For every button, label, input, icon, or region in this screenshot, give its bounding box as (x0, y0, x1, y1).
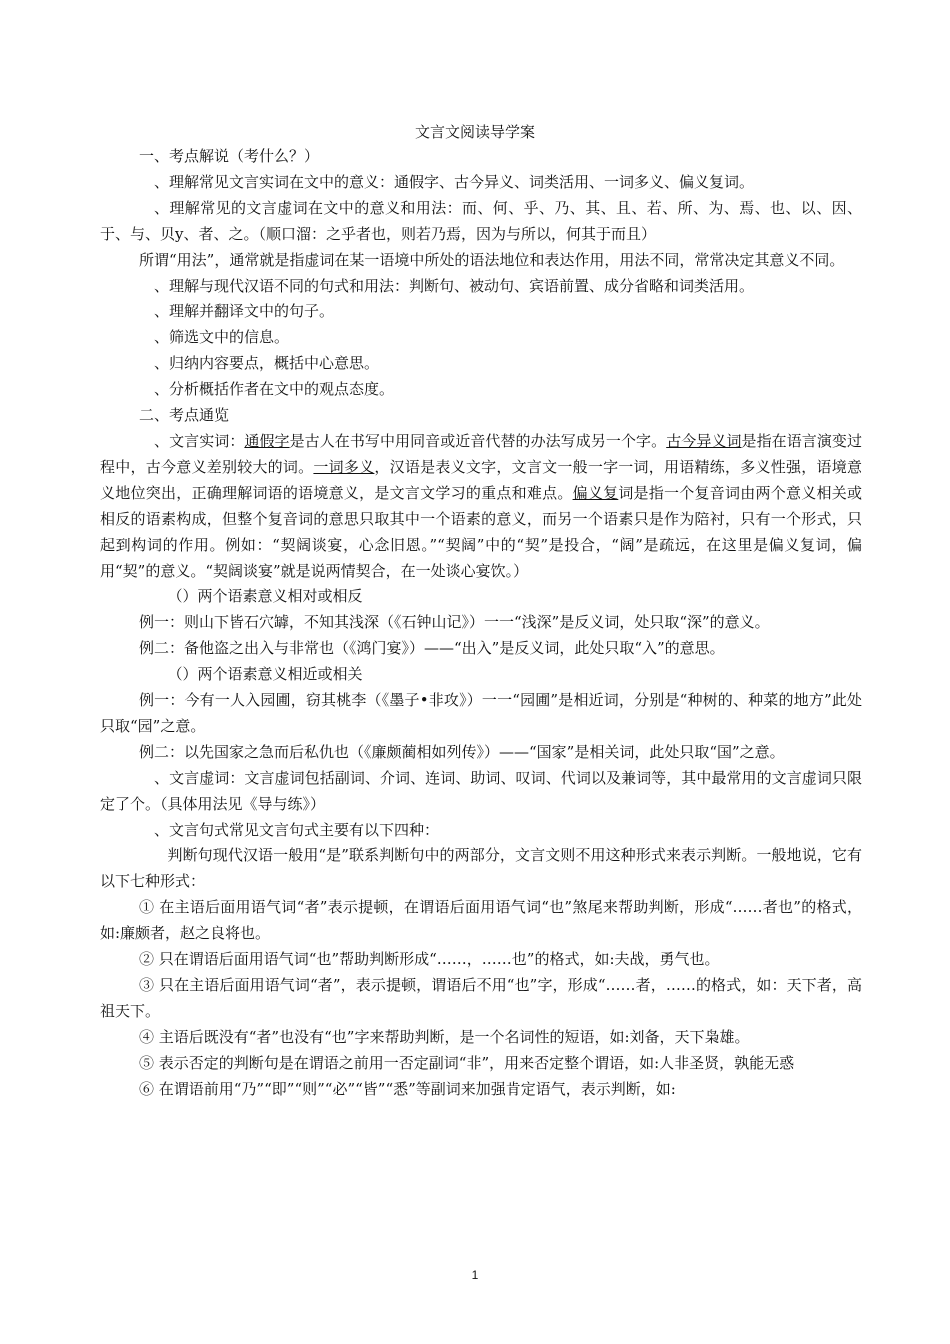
text: 词是指一个复音词由两个意义相关或相反的语素构成，但整个复音词的意思只取其中一个语素的意义，而另一个语素只是作为陪衬，只有一个形式，只起到构词的作用。例如：“契阔谈宴，心念旧恩。”“契阔”中的“契”是投合，“阔”是疏远，在这里是偏义复词，偏用“契”的意义。“契阔谈宴”就是说两情契合，在一处谈心宴饮。） (100, 483, 862, 580)
paragraph: 、理解与现代汉语不同的句式和用法：判断句、被动句、宾语前置、成分省略和词类活用。 (154, 276, 755, 295)
paragraph: 、分析概括作者在文中的观点态度。 (154, 380, 395, 399)
document-title: 文言文阅读导学案 (414, 123, 535, 141)
paragraph: 、理解并翻译文中的句子。 (154, 302, 335, 321)
paragraph: 、筛选文中的信息。 (154, 328, 290, 347)
paragraph: 、文言句式常见文言句式主要有以下四种： (154, 820, 440, 839)
example: 例二：以先国家之急而后私仇也（《廉颇蔺相如列传》）——“国家”是相关词，此处只取“国”之意。 (139, 742, 785, 761)
paragraph: 判断句现代汉语一般用“是”联系判断句中的两部分，文言文则不用这种形式来表示判断。一般地说，它有以下七种形式： (100, 846, 862, 891)
paragraph: 、文言虚词：文言虚词包括副词、介词、连词、助词、叹词、代词以及兼词等，其中最常用的文言虚词只限定了个。（具体用法见《导与练》） (100, 768, 862, 813)
list-item: ⑥ 在谓语前用“乃”“即”“则”“必”“皆”“悉”等副词来加强肯定语气，表示判断，如: (139, 1079, 676, 1098)
list-item: ④ 主语后既没有“者”也没有“也”字来帮助判断，是一个名词性的短语，如:刘备，天下枭雄。 (139, 1027, 750, 1046)
underlined-term: 通假字 (244, 431, 290, 450)
list-item: ⑤ 表示否定的判断句是在谓语之前用一否定副词“非”，用来否定整个谓语，如:人非圣贤，孰能无惑 (139, 1053, 795, 1072)
document-body (100, 144, 862, 1103)
list-item: ② 只在谓语后面用语气词“也”帮助判断形成“……，……也”的格式，如:夫战，勇气也。 (139, 950, 720, 969)
paragraph: 所谓“用法”，通常就是指虚词在某一语境中所处的语法地位和表达作用，用法不同，常常决定其意义不同。 (139, 250, 845, 269)
section-heading-2: 二、考点通览 (139, 406, 230, 425)
sub-heading: （）两个语素意义相对或相反 (167, 587, 363, 606)
underlined-term: 一词多义 (313, 457, 375, 476)
paragraph-shici (100, 429, 862, 584)
example: 例一：今有一人入园圃，窃其桃李（《墨子•非攻》）一一“园圃”是相近词，分别是“种树的、种菜的地方”此处只取“园”之意。 (100, 691, 862, 735)
page-number: 1 (471, 1268, 479, 1282)
underlined-term: 古今异义词 (666, 431, 742, 450)
section-heading-1: 一、考点解说（考什么？） (139, 147, 320, 165)
text: 是指在语言演变过程中，古今意义差别较大的词。 (100, 431, 862, 476)
paragraph: 、归纳内容要点，概括中心意思。 (154, 354, 380, 373)
example: 例二：备他盗之出入与非常也（《鸿门宴》）——“出入”是反义词，此处只取“入”的意思。 (139, 639, 725, 658)
text: 、文言实词： (154, 431, 245, 450)
sub-heading: （）两个语素意义相近或相关 (167, 665, 363, 684)
example: 例一：则山下皆石穴罅，不知其浅深（《石钟山记》）一一“浅深”是反义词，处只取“深”的意义。 (139, 613, 770, 632)
list-item: ① 在主语后面用语气词“者”表示提顿，在谓语后面用语气词“也”煞尾来帮助判断，形成“……者也”的格式，如:廉颇者，赵之良将也。 (100, 898, 862, 943)
paragraph: 、理解常见文言实词在文中的意义：通假字、古今异义、词类活用、一词多义、偏义复词。 (154, 172, 755, 191)
text: ，汉语是表义文字，文言文一般一字一词，用语精练，多义性强，语境意义地位突出，正确理解词语的语境意义，是文言文学习的重点和难点。 (100, 457, 862, 502)
text: 是古人在书写中用同音或近音代替的办法写成另一个字。 (289, 431, 667, 450)
list-item: ③ 只在主语后面用语气词“者”，表示提顿，谓语后不用“也”字，形成“……者，……的格式，如：天下者，高祖天下。 (100, 976, 862, 1020)
underlined-term: 偏义复 (572, 483, 619, 502)
paragraph: 、理解常见的文言虚词在文中的意义和用法：而、何、乎、乃、其、且、若、所、为、焉、也、以、因、于、与、贝y、者、之。（顺口溜：之乎者也，则若乃焉，因为与所以，何其于而且） (100, 198, 862, 243)
